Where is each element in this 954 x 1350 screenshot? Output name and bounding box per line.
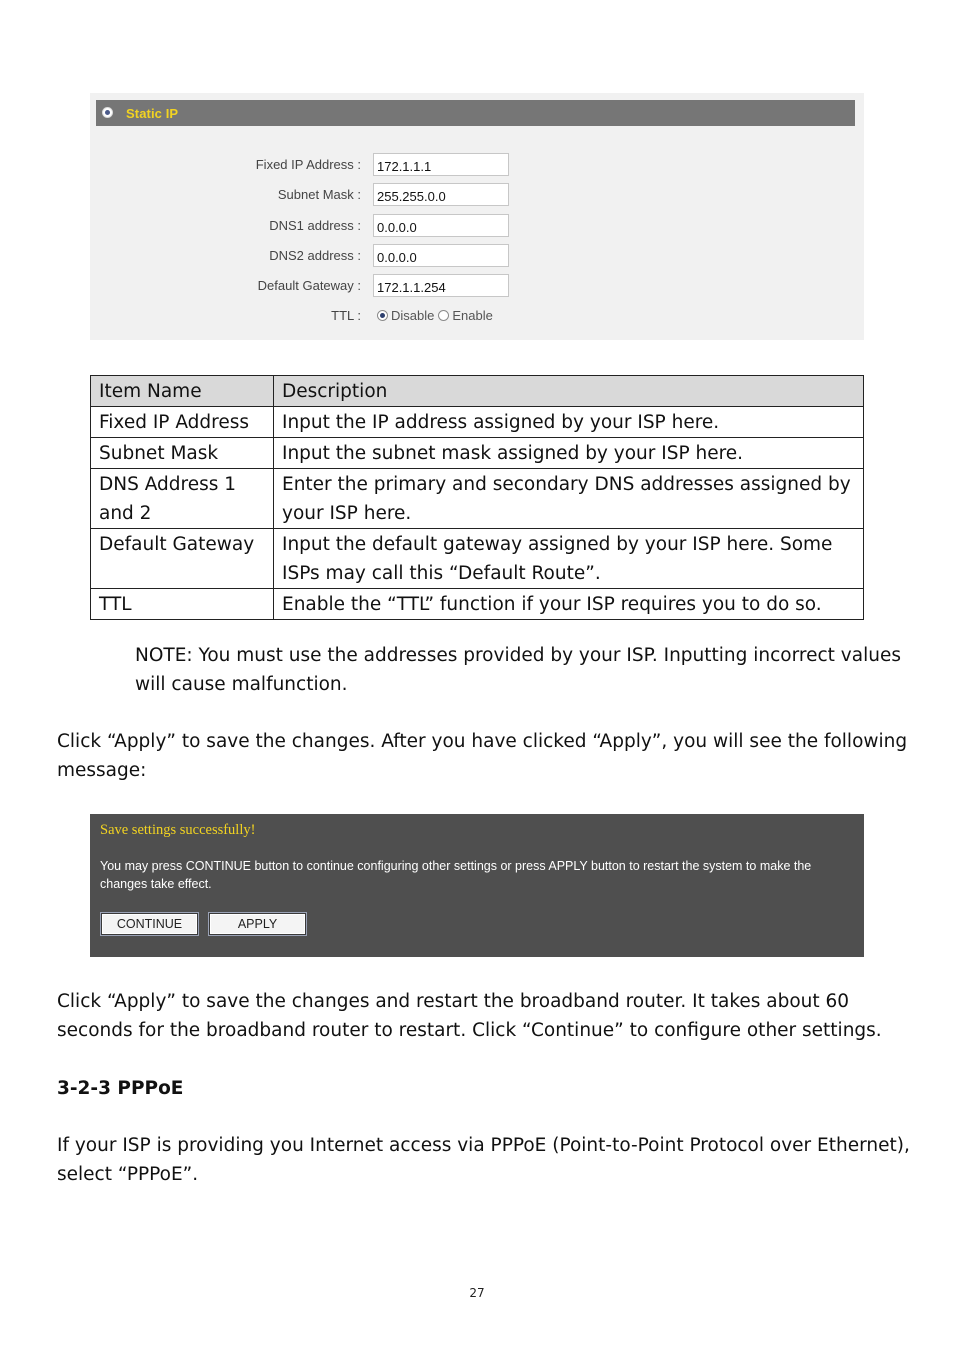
fixed-ip-row <box>90 153 864 177</box>
table-header-description: Description <box>274 376 864 407</box>
table-row <box>91 438 864 469</box>
dns1-label: DNS1 address : <box>269 218 361 233</box>
save-message-title: Save settings successfully! <box>100 822 256 838</box>
table-row <box>91 589 864 620</box>
subnet-mask-input[interactable] <box>373 183 509 206</box>
table-row <box>91 469 864 529</box>
dns1-row <box>90 214 864 238</box>
ttl-label: TTL : <box>331 308 361 323</box>
page-number: 27 <box>469 1286 485 1300</box>
table-cell-name: TTL <box>91 589 274 620</box>
default-gateway-label: Default Gateway : <box>257 278 361 293</box>
subnet-mask-row <box>90 183 864 207</box>
fixed-ip-input[interactable] <box>373 153 509 176</box>
table-cell-description: Input the default gateway assigned by your ISP here. Some ISPs may call this “Default Route”. <box>274 529 864 589</box>
table-cell-description: Enable the “TTL” function if your ISP requires you to do so. <box>274 589 864 620</box>
ttl-row <box>90 304 864 328</box>
table-cell-description: Enter the primary and secondary DNS addresses assigned by your ISP here. <box>274 469 864 529</box>
ttl-disable-radio[interactable] <box>377 310 388 321</box>
ttl-disable-label: Disable <box>391 308 435 323</box>
save-message-text: You may press CONTINUE button to continue configuring other settings or press APPLY button to restart the system to make the changes take effect. <box>100 859 812 891</box>
apply-button[interactable]: APPLY <box>209 913 306 935</box>
static-ip-title: Static IP <box>126 106 179 121</box>
section-heading: 3-2-3 PPPoE <box>57 1078 184 1099</box>
static-ip-radio[interactable] <box>102 107 113 118</box>
fixed-ip-label: Fixed IP Address : <box>255 157 361 172</box>
static-ip-panel <box>90 93 864 340</box>
ttl-options <box>377 308 497 323</box>
subnet-mask-label: Subnet Mask : <box>277 187 361 202</box>
table-cell-name: Default Gateway <box>91 529 274 589</box>
default-gateway-row <box>90 274 864 298</box>
table-row <box>91 529 864 589</box>
ttl-enable-radio[interactable] <box>438 310 449 321</box>
table-cell-name: DNS Address 1 and 2 <box>91 469 274 529</box>
note-text: NOTE: You must use the addresses provided by your ISP. Inputting incorrect values will cause malfunction. <box>135 645 901 695</box>
static-ip-header <box>96 100 855 126</box>
table-row <box>91 407 864 438</box>
table-cell-description: Input the subnet mask assigned by your ISP here. <box>274 438 864 469</box>
dns1-input[interactable] <box>373 214 509 237</box>
default-gateway-input[interactable] <box>373 274 509 297</box>
table-cell-description: Input the IP address assigned by your ISP here. <box>274 407 864 438</box>
dns2-label: DNS2 address : <box>269 248 361 263</box>
apply-instruction-text: Click “Apply” to save the changes. After you have clicked “Apply”, you will see the following message: <box>57 731 908 781</box>
table-header-item-name: Item Name <box>91 376 274 407</box>
item-description-table <box>90 375 864 620</box>
ttl-enable-label: Enable <box>452 308 493 323</box>
dns2-row <box>90 244 864 268</box>
pppoe-intro-text: If your ISP is providing you Internet access via PPPoE (Point-to-Point Protocol over Ethernet), select “PPPoE”. <box>57 1135 910 1185</box>
save-message-panel <box>90 814 864 957</box>
table-cell-name: Fixed IP Address <box>91 407 274 438</box>
continue-button[interactable]: CONTINUE <box>101 913 198 935</box>
table-cell-name: Subnet Mask <box>91 438 274 469</box>
dns2-input[interactable] <box>373 244 509 267</box>
table-header-row <box>91 376 864 407</box>
restart-instruction-text: Click “Apply” to save the changes and restart the broadband router. It takes about 60 seconds for the broadband router to restart. Click “Continue” to configure other settings. <box>57 991 882 1041</box>
